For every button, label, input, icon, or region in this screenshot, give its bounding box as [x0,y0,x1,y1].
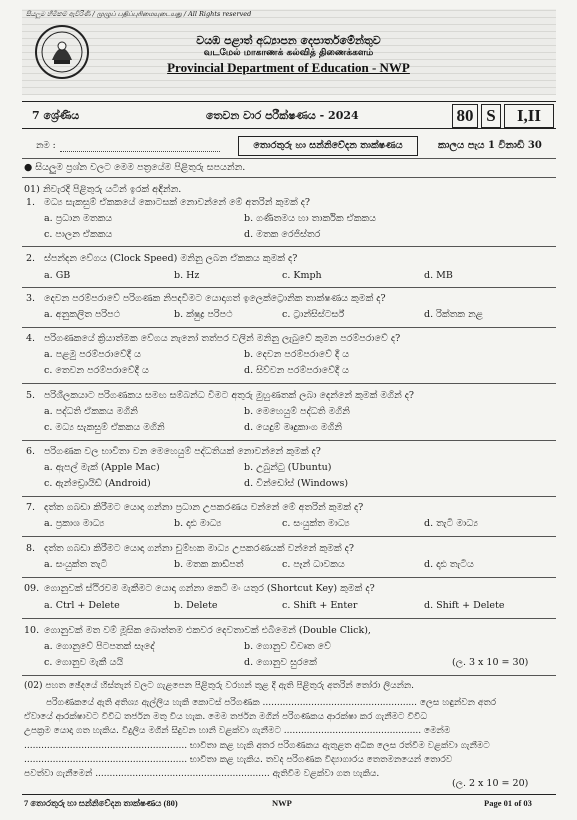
question-text: පරිශීලකයාට පරිගණකය සමඟ සම්බන්ධ වීමට අතුරු මුහුණතක් ලබා දෙන්නේ කුමක් මගින් ද? [44,390,415,401]
question-number: 5. [26,390,36,401]
subject-box: තොරතුරු හා සන්නිවේදන තාක්ෂණය [238,136,418,156]
section2-marks: (ල. 2 x 10 = 20) [452,778,529,789]
option-c[interactable]: c. සංයුක්ත මාධ්‍ය [282,518,350,529]
footer-divider [22,794,556,795]
question-text: දත්ත ගබඩා කිරීමට යොදා ගන්නා ප්‍රධාන උපකරණය වන්නේ මේ අතරින් කුමක් ද? [44,502,364,513]
question-number: 2. [26,253,36,264]
option-a[interactable]: a. අනුකලිත පරිපථ [44,309,120,320]
option-c[interactable]: c. ගොනුව මැකී යයි [44,657,124,668]
divider [22,327,556,328]
paragraph-line: උපක්‍රම යොදා ගත හැකිය. විදුලිය මගින් සිදුවන හානි වළක්වා ගැනීමට ................................................ මෙන්ම [24,726,451,737]
option-a[interactable]: a. GB [44,270,71,281]
option-d[interactable]: d. වින්ඩෝස් (Windows) [244,478,349,489]
paragraph-line: ......................................................... භාවිතා කළ හැකිය. තවද පරිගණක විද්‍යාගාරය තෙතමනයෙන් තොරව [24,754,453,765]
option-a[interactable]: a. ඇපල් මැක් (Apple Mac) [44,462,160,473]
section1-heading: 01) නිවැරදි පිළිතුරු යටින් ඉරක් අඳින්න. [24,184,182,195]
footer-subject: 7 තොරතුරු හා සන්නිවේදන තාක්ෂණය (80) [24,798,178,808]
section2-paragraph [24,696,554,781]
question-number: 1. [26,197,36,208]
option-b[interactable]: b. ගොනුව විවෘත වේ [244,641,331,652]
option-a[interactable]: a. පද්ධති ඒකකය මගිනි [44,406,138,417]
divider [22,158,556,159]
question-text: මධ්‍ය සැකසුම් ඒකකයේ කොටසක් නොවන්නේ මේ අතරින් කුමක් ද? [44,197,311,208]
option-d[interactable]: d. Shift + Delete [424,600,505,611]
option-c[interactable]: c. ඇන්ඩ්‍රොයිඩ් (Android) [44,478,151,489]
option-a[interactable]: a. ගොනුවේ පිටපතක් සෑදේ [44,641,155,652]
question-number: 4. [26,333,36,344]
question-number: 3. [26,293,36,304]
paper-parts: I,II [504,104,554,128]
grade-label: 7 ශ්‍රේණිය [32,109,80,122]
divider [22,496,556,497]
divider [22,536,556,537]
footer-page: Page 01 of 03 [484,798,532,808]
option-a[interactable]: a. ප්‍රකාශ මාධ්‍ය [44,518,105,529]
paragraph-line: ......................................................... භාවිතා කළ හැකි අතර පරිගණකය ඇතුළත අධික ලෙස රත්වීම වළක්වා ගැනීමට [24,740,490,751]
option-a[interactable]: a. සංයුක්ත තැටි [44,559,108,570]
option-b[interactable]: b. ගණිතමය හා තාර්කික ඒකකය [244,213,376,224]
option-d[interactable]: d. ගොනුව සුරකේ [244,657,317,668]
option-a[interactable]: a. පළමු පරම්පරාවේදී ය [44,349,141,360]
term-title: තෙවන වාර පරීක්ෂණය - 2024 [206,109,359,122]
question-text: දත්ත ගබඩා කිරීමට යොදා ගන්නා චුම්භක මාධ්‍ය උපකරණයක් වන්නේ කුමක් ද? [44,543,354,554]
question-text: පරිගණක වල භාවිතා වන මෙහෙයුම් පද්ධතියක් නොවන්නේ කුමක් ද? [44,446,321,457]
option-d[interactable]: d. MB [424,270,453,281]
paragraph-line: පරිගණකයේ ඇති අතිශ්‍ය ඇල්ලිය හැකි කොටස් පරිගණක ...................................................... ලෙස හඳුන්වන අතර [46,698,497,708]
option-c[interactable]: c. පෑන් ධාවකය [282,559,345,570]
paragraph-line: පවත්වා ගැනීමෙන් ............................................................. ඇතිවීම වළක්වා ගත හැකිය. [24,769,380,780]
option-b[interactable]: b. ක්ෂුද්‍ර පරිපථ [174,309,233,320]
general-instruction: ● සියලුම ප්‍රශ්න වලට මෙම පත්‍රයේම පිළිතුරු සපයන්න. [24,162,246,173]
duration: කාලය පැය 1 විනාඩි 30 [438,140,542,151]
dept-name-tamil: வடமேல் மாகாணக் கல்வித் திணைக்களம் [203,48,374,58]
option-b[interactable]: b. දෘඪ මාධ්‍ය [174,518,222,529]
question-text: පරිගණකයේ ක්‍රියාත්මක වේගය නැනෝ තත්පර වලින් මනිනු ලැබුවේ කුමන පරම්පරාවේ ද? [44,333,401,344]
paragraph-line: ඒවායේ ආරක්ෂාවට විවිධ තර්ජන මතු විය හැක. මෙම තර්ජන මගින් පරිගණකය ආරක්ෂා කර ගැනීමට විවිධ [24,712,428,723]
question-text: දෙවන පරම්පරාවේ පරිගණක නිපදවීමට යොදාගත් ඉලෙක්ට්‍රොනික තාක්ෂණය කුමක් ද? [44,293,386,304]
paper-code: 80 [452,104,478,128]
divider [22,577,556,578]
option-d[interactable]: d. රික්තක නළ [424,309,483,320]
footer-center: NWP [272,798,292,808]
option-d[interactable]: d. මතක රෙජිස්තර [244,229,321,240]
option-c[interactable]: c. තෙවන පරම්පරාවේදී ය [44,365,149,376]
question-number: 6. [26,446,36,457]
question-number: 10. [24,625,40,636]
divider [22,618,556,619]
option-c[interactable]: c. පාලන ඒකකය [44,229,113,240]
question-text: ස්පන්දන වේගය (Clock Speed) මනිනු ලබන ඒකකය කුමක් ද? [44,253,298,264]
divider [22,675,556,676]
option-b[interactable]: b. මෙහෙයුම් පද්ධති මගිනි [244,406,350,417]
option-b[interactable]: b. මතක කාඩ්පත් [174,559,244,570]
question-number: 7. [26,502,36,513]
option-d[interactable]: d. දෘඪ තැටිය [424,559,474,570]
dept-name-sinhala: වයඹ පළාත් අධ්‍යාපන දෙපාර්තමේන්තුව [196,34,381,47]
question-number: 09. [24,583,40,594]
section1-marks: (ල. 3 x 10 = 30) [452,657,529,668]
rights-notice: සියලුම හිමිකම් ඇවිරිණි / முழுப் பதிப்புரிமையுடையது / All Rights reserved [26,10,252,18]
question-number: 8. [26,543,36,554]
option-a[interactable]: a. ප්‍රධාන මතකය [44,213,113,224]
question-text: ගොනුවක් මත වම් මූසික බොත්තම එකවර දෙවතාවක් එබීමෙන් (Double Click), [44,625,371,636]
divider [22,287,556,288]
option-c[interactable]: c. ට්‍රාන්සිස්ටර්ස් [282,309,345,320]
paper-letter: S [481,104,501,128]
name-field[interactable] [60,151,220,152]
option-d[interactable]: d. තැටි මාධ්‍ය [424,518,479,529]
name-label: නම : [36,141,56,151]
option-b[interactable]: b. උබුන්ටු (Ubuntu) [244,462,332,473]
dept-name-english: Provincial Department of Education - NWP [167,60,410,75]
option-c[interactable]: c. Shift + Enter [282,600,358,611]
option-b[interactable]: b. Hz [174,270,200,281]
option-c[interactable]: c. Kmph [282,270,322,281]
question-text: ගොනුවක් ස්ථිරවම මැකීමට යොදා ගන්නා කෙටි මං යතුර (Shortcut Key) කුමක් ද? [44,583,375,594]
divider [22,246,556,247]
option-d[interactable]: d. සිව්වන පරම්පරාවේදී ය [244,365,350,376]
divider [22,177,556,178]
option-b[interactable]: b. දෙවන පරම්පරාවේ දී ය [244,349,350,360]
option-c[interactable]: c. මධ්‍ය සැකසුම් ඒකකය මගිනි [44,422,165,433]
option-d[interactable]: d. යෙදුම් මෘදුකාංග මගිනි [244,422,343,433]
divider [22,440,556,441]
option-b[interactable]: b. Delete [174,600,218,611]
option-a[interactable]: a. Ctrl + Delete [44,600,120,611]
divider [22,383,556,384]
section2-heading: (02) පහත ඡේදයේ හිස්තැන් වලට ගැළපෙන පිළිතුරු වරහන් තුළ දී ඇති පිළිතුරු අතරින් තෝරා ලියන්න. [24,681,415,691]
